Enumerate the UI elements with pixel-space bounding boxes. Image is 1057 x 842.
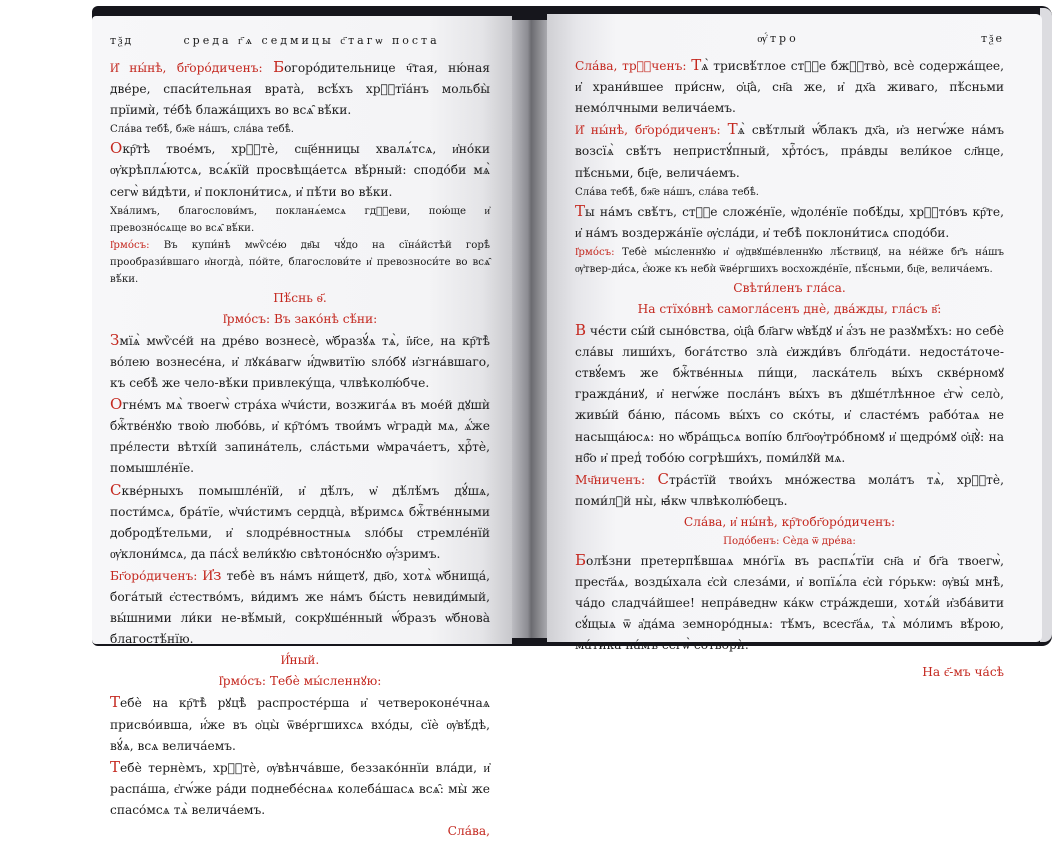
left-page (92, 16, 512, 838)
paragraph: Окр҇тѣ твое́мъ, хрⷭ҇тѐ, сщ҃е́нницы хвалѧ́тсѧ, и҆но́ки ѹ҆крѣплѧ́ютсѧ, всѧ́кїй просвѣща́етсѧ вѣ́рный: сподо́би мѧ̀ сегѡ̀ ви́дѣти, и҆ поклони́тисѧ, и҆ пѣ́ти во вѣ́ки. (110, 139, 490, 199)
right-page (547, 14, 1042, 680)
left-running-head: среда г҃ѧ седмицы с҃тагѡ поста (183, 34, 440, 47)
catchword: На є҃-мъ ча́сѣ (922, 665, 1004, 680)
catchword: Сла́ва, (447, 824, 490, 838)
ode-title: Пѣ́снь ѳ҃. (273, 290, 327, 305)
right-running-head: ѹ҆́тро (757, 32, 799, 45)
paragraph: Мч҃ниченъ: Стра́стїй твои́хъ мно́жества мола́тъ тѧ̀, хрⷭ҇тѐ, поми́лꙋй ны̀, ꙗ҆́кѡ члвѣколю́бецъ. (575, 469, 1005, 508)
paragraph: Тебѐ на кр҇тѣ̀ рꙋцѣ̀ распросте́рша и҆ четвероконе́чнаѧ присво́ивша, и҆́же въ ѻ҆цы̀ ѿве́ргшихсѧ вхо́ды, сїѐ ѹ҆вѣ́дѣ, вꙋ́ѧ, всѧ велича́емъ. (110, 693, 490, 753)
paragraph: Болѣ́зни претерпѣ́вшаѧ мно́гїѧ въ распѧ́тїи сн҃а и҆ бг҃а твоегѡ̀, прест҃а́ѧ, возды́хала є҆сѝ слеза́ми, и҆ вопїѧ́ла є҆сѝ го́рькѡ: ѹ҆вы́ мнѣ̀, ча́до сладча́йшее! непра́веднѡ ка́кѡ стра́ждеши, хотѧ́й и҆зба́вити сꙋ́щыѧ ѿ а҆да́ма земноро́дныѧ: тѣ́мъ, всест҃а́ѧ, тѧ̀ мо́лимъ вѣ́рою, ма́тика на́мъ сегѡ̀ сотворѝ. (575, 550, 1004, 653)
refrain: Сла́ва тебѣ̀, бж҃е на́шъ, сла́ва тебѣ̀. (575, 186, 760, 198)
paragraph: Бг҃оро́диченъ: И҆з тебѐ въ на́мъ ни́щетꙋ, дв҃о, хотѧ̀ ѡ҆бнища́, бога́тый є҆стество́мъ, ви́димъ же на́мъ бы́сть невиди́мый, вы́шними ли́ки не-вѣ́мый, сокрꙋше́нный ѡ҆́бразъ ѡ҆бнова̀ благостѣ́нїю. (110, 565, 491, 647)
photagogikon-title: Свѣти́ленъ гла́са. (733, 280, 846, 295)
book (92, 6, 1052, 838)
glory-title: Сла́ва, и҆ ны́нѣ, кр҇тобг҃оро́диченъ: (683, 514, 896, 529)
paragraph: Скве́рныхъ помышле́нїй, и҆ дѣ́лъ, ѡ҆ дѣ́лѣ́мъ дꙋ́шѧ, пости́мсѧ, бра́тїе, ѡ҆чи́стимъ сердца̀, вѣ́римсѧ бжⷭ҇тве́нными добродѣ́тельми, и҆ ѕлодре́вностныѧ ѕло́бы стремле́нїй ѹ҆клони́мсѧ, да па́сх̾ вели́кꙋю свѣтоно́снꙋю ѹ҆́зримъ. (110, 480, 490, 561)
podoben-title: Подо́бенъ: Сѐда ѿ дре́ва: (723, 535, 856, 547)
paragraph: Огне́мъ мѧ̀ твоегѡ̀ стра́ха ѡ҆чи́сти, возжига́ѧ въ мое́й дꙋшѝ бжⷭ҇тве́нꙋю твою̀ любо́вь, и҆ кр҇то́мъ твои́мъ ѡ҆градѝ мѧ, ѧ҆́же пре́лести вѣтхі́й запина́тель, сла́стьми ѡ҆мрача́етъ, хрⷭ҇тѐ, помышле́нїе. (110, 395, 490, 476)
paragraph: И҆ ны́нѣ, бг҃оро́диченъ: Богоро́дительнице ч҇тая, ню́ная две́ре, спаси́тельная врата̀, всѣ́хъ хрⷭ҇тїа́нъ мольбы̀ прїимѝ, те́бѣ блажа́щихъ во всѧ̑ вѣ́ки. (110, 58, 490, 118)
left-page-number: тѯд (110, 34, 134, 47)
paragraph: Змїѧ̀ мѡѷсе́й на дре́во вознесѐ, ѡ҆бразꙋ́ѧ тѧ̀, і҆и҃се, на кр҇тѣ̀ во́лею вознесе́на, и҆ лꙋка́вагѡ и҆́дѡвитїю ѕло́бꙋ и҆згна́вшаго, къ себѣ̀ же чело-вѣ́ки привлеку́ща, члвѣколю́бче. (110, 330, 490, 391)
heirmos: І҆рмо́съ: Въ купи́нѣ мѡѷсе́ю дв҃ы чꙋ́до на сїна́йстѣй горѣ̀ прообрази́вшаго и҆ногда̀, по́йте, благослови́те и҆ превозноси́те во всѧ̑ вѣ́ки. (110, 239, 490, 285)
stichera-title: На стїхо́внѣ самогла́сенъ днѐ, два́жды, гла́съ в҃: (637, 301, 942, 316)
refrain: Хва́лимъ, благослови́мъ, покланѧ́емсѧ гдⷭ҇еви, пою́ще и҆ превозно́сѧще во всѧ̑ вѣ́ки. (110, 205, 490, 234)
heirmos: І҆рмо́съ: Тебѐ мы́сленнꙋю и҆ ѹ҆двꙋше́вленнꙋю лѣ́ствицꙋ, на не́йже бг҃ъ на́шъ ѹ҆твер-ди́сѧ, є҆́юже къ небѝ ѿве́ргшихъ восхожде́нїе, пѣ́сньми, бц҃е, велича́емъ. (575, 246, 1004, 275)
other-heirmos: І҆рмо́съ: Тебѐ мы́сленнꙋю: (218, 674, 382, 689)
right-page-number: тѯе (981, 32, 1004, 45)
right-page-header (575, 28, 1004, 49)
book-spine (512, 20, 547, 638)
paragraph: И҆ ны́нѣ, бг҃оро́диченъ: Тѧ̀ свѣ́тлый ѡ҆́блакъ дх҃а, и҆з негѡ́же на́мъ возсїѧ̀ свѣ́тъ непристꙋ́пный, хрⷭ҇то́съ, пра́вды вели́кое сл҃нце, пѣ́сньми, бц҃е, велича́емъ. (575, 120, 1004, 180)
left-page-header (110, 30, 490, 51)
paragraph: Сла́ва, трⷪ҇ченъ: Тѧ̀ трисвѣ́тлое стⷪ҇е бжⷭ҇тво̀, всѐ содержа́щее, и҆ храни́вшее при́снѡ, ѻ҆ц҃а̀, сн҃а же, и҆ дх҃а живаго, пѣ́сньми немо́лчными велича́емъ. (575, 56, 1005, 116)
paragraph: Тебѐ тернѐмъ, хрⷭ҇тѐ, ѹ҆вѣнча́вше, беззако́ннїи вла́ди, и҆ распа́ша, є҆гѡ́же ра́ди поднебе́снаѧ колеба́шасѧ всѧ̑: мы̀ же спасо́мсѧ тѧ̀ велича́емъ. (110, 757, 490, 817)
refrain: Сла́ва тебѣ̀, бж҃е на́шъ, сла́ва тебѣ̀. (110, 124, 295, 136)
paragraph: В че́сти сы́й сыно́вства, ѻ҆ц҃а̀ бл҃агѡ ѡ҆вѣ́дꙋ и҆ а҆́зъ не разꙋмѣ́хъ: но себѐ сла́вы лиши́хъ, бога́тство зла̀ є҆ижди́въ блг҃ода́ти. недоста́точе-ствꙋ́емъ же бжⷭ҇тве́нныѧ пи́щи, ласка́тель вы́хъ скве́рномꙋ гражда́ниꙋ, и҆ негѡ́же посла́нъ вы́хъ въ дꙋше́тлѣнное є҆гѡ̀ село̀, живы́й ба́ню, па́сомь вы́хъ со ско́ты, и҆ сласте́мъ рабо́таѧ не насыща́юсѧ: но ѡ҆бра́щьсѧ вопі́ю блг҃оѹ҆тро́бномꙋ и҆ щедро́мꙋ ѻ҆ц҃ꙋ̀: на нб҃о и҆ пред̾ тобо́ю согрѣши́хъ, поми́лꙋй мѧ. (575, 321, 1004, 465)
other-title: И҆́ный. (280, 653, 320, 668)
paragraph: Ты на́мъ свѣ́тъ, стⷪ҇е сложе́нїе, ѡ҆доле́нїе побѣ́ды, хрⷭ҇то́въ кр҇те, и҆ на́мъ воздержа́нїе ѹ҆сла́ди, и҆ тебѣ̀ поклони́тисѧ сподо́би. (575, 201, 1004, 240)
heirmos-label: І҆рмо́съ: Въ зако́нѣ сѣ́ни: (222, 311, 378, 326)
